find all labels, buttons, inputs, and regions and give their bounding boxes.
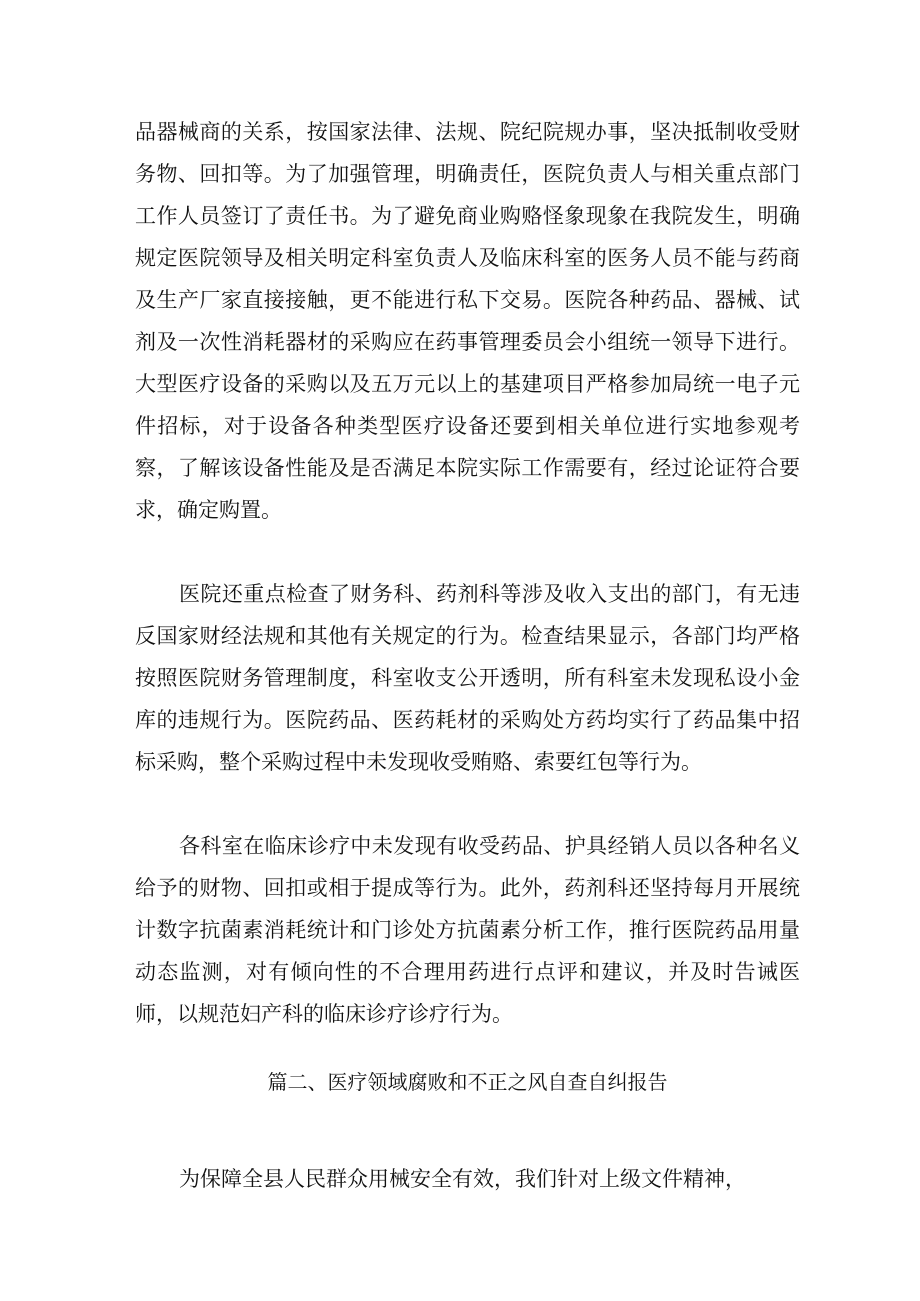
paragraph-text: 为保障全县人民群众用械安全有效，我们针对上级文件精神， xyxy=(179,1167,746,1191)
paragraph-clinical-conduct xyxy=(135,825,800,1035)
section-heading: 篇二、医疗领域腐败和不正之风自查自纠报告 xyxy=(267,1070,668,1094)
paragraph-text: 各科室在临床诊疗中未发现有收受药品、护具经销人员以各种名义给予的财物、回扣或相于提成等行为。此外，药剂科还坚持每月开展统计数字抗菌素消耗统计和门诊处方抗菌素分析工作，推行医院药品用量动态监测，对有倾向性的不合理用药进行点评和建议，并及时告诫医师，以规范妇产科的临床诊疗诊疗行为。 xyxy=(135,834,800,1026)
paragraph-procurement-rules xyxy=(135,111,800,531)
paragraph-text: 品器械商的关系，按国家法律、法规、院纪院规办事，坚决抵制收受财务物、回扣等。为了加强管理，明确责任，医院负责人与相关重点部门工作人员签订了责任书。为了避免商业购赂怪象现象在我院发生，明确规定医院领导及相关明定科室负责人及临床科室的医务人员不能与药商及生产厂家直接接触，更不能进行私下交易。医院各种药品、器械、试剂及一次性消耗器材的采购应在药事管理委员会小组统一领导下进行。大型医疗设备的采购以及五万元以上的基建项目严格参加局统一电子元件招标，对于设备各种类型医疗设备还要到相关单位进行实地参观考察，了解该设备性能及是否满足本院实际工作需要有，经过论证符合要求，确定购置。 xyxy=(135,120,800,522)
paragraph-text: 医院还重点检查了财务科、药剂科等涉及收入支出的部门，有无违反国家财经法规和其他有关规定的行为。检查结果显示，各部门均严格按照医院财务管理制度，科室收支公开透明，所有科室未发现私设小金库的违规行为。医院药品、医药耗材的采购处方药均实行了药品集中招标采购，整个采购过程中未发现收受贿赂、索要红包等行为。 xyxy=(135,582,800,774)
paragraph-finance-check xyxy=(135,573,800,783)
paragraph-intro-part-two xyxy=(135,1158,800,1200)
